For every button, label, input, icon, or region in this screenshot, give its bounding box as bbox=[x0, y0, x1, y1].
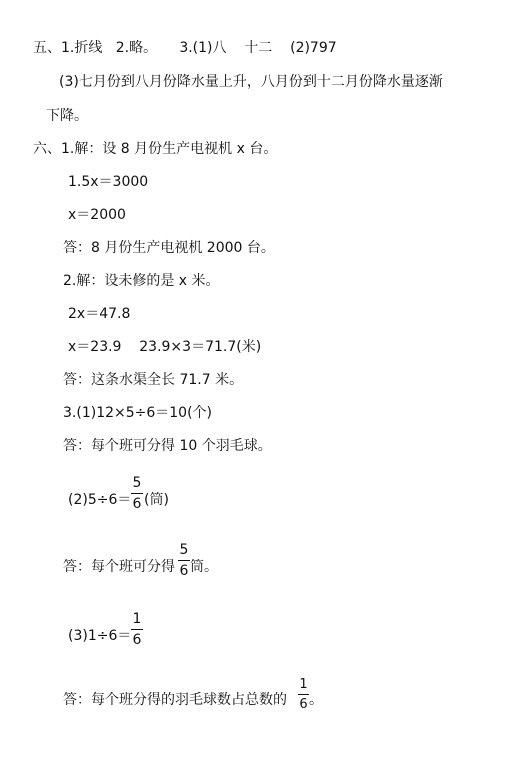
fraction-numerator: 1 bbox=[132, 611, 142, 627]
section-five-line-2: (3)七月份到八月份降水量上升，八月份到十二月份降水量逐渐 bbox=[59, 74, 443, 90]
fraction-one-sixth bbox=[131, 612, 143, 647]
fraction-denominator: 6 bbox=[132, 496, 142, 512]
fraction-one-sixth bbox=[298, 678, 309, 711]
section-six-q1-heading: 六、1.解：设 8 月份生产电视机 x 台。 bbox=[33, 141, 278, 157]
fraction-bar bbox=[131, 629, 143, 630]
q1-answer: 答：8 月份生产电视机 2000 台。 bbox=[63, 240, 275, 256]
fraction-denominator: 6 bbox=[299, 697, 308, 712]
section-five-line-3: 下降。 bbox=[46, 108, 88, 124]
fraction-numerator: 5 bbox=[132, 475, 142, 491]
section-five-line-1: 五、1.折线 2.略。 3.(1)八 十二 (2)797 bbox=[33, 40, 337, 56]
fraction-five-sixths bbox=[131, 476, 143, 511]
q3-part-3-answer: 答：每个班分得的羽毛球数占总数的 bbox=[63, 692, 287, 708]
q2-equation-2: x＝23.9 23.9×3＝71.7(米) bbox=[68, 339, 262, 355]
q3-part-2-answer-unit: 筒。 bbox=[190, 559, 218, 575]
q3-part-3-equation: (3)1÷6＝ bbox=[68, 628, 132, 644]
q3-part-3-answer-end: 。 bbox=[309, 692, 323, 708]
q2-answer: 答：这条水渠全长 71.7 米。 bbox=[63, 372, 244, 388]
fraction-denominator: 6 bbox=[132, 632, 142, 648]
fraction-numerator: 5 bbox=[179, 542, 189, 558]
fraction-bar bbox=[298, 694, 309, 695]
q3-part-1-answer: 答：每个班可分得 10 个羽毛球。 bbox=[63, 438, 272, 454]
q1-equation-2: x＝2000 bbox=[68, 207, 126, 223]
q3-part-2-equation: (2)5÷6＝ bbox=[68, 492, 132, 508]
q3-part-2-unit: (筒) bbox=[144, 492, 169, 508]
q2-equation-1: 2x＝47.8 bbox=[68, 306, 131, 322]
q3-part-2-answer: 答：每个班可分得 bbox=[63, 559, 175, 575]
q2-heading: 2.解：设未修的是 x 米。 bbox=[63, 273, 220, 289]
fraction-bar bbox=[178, 560, 190, 561]
fraction-five-sixths bbox=[178, 543, 190, 578]
fraction-denominator: 6 bbox=[179, 563, 189, 579]
fraction-numerator: 1 bbox=[299, 677, 308, 692]
q3-part-1-equation: 3.(1)12×5÷6＝10(个) bbox=[63, 405, 213, 421]
q1-equation-1: 1.5x＝3000 bbox=[68, 174, 149, 190]
fraction-bar bbox=[131, 493, 143, 494]
